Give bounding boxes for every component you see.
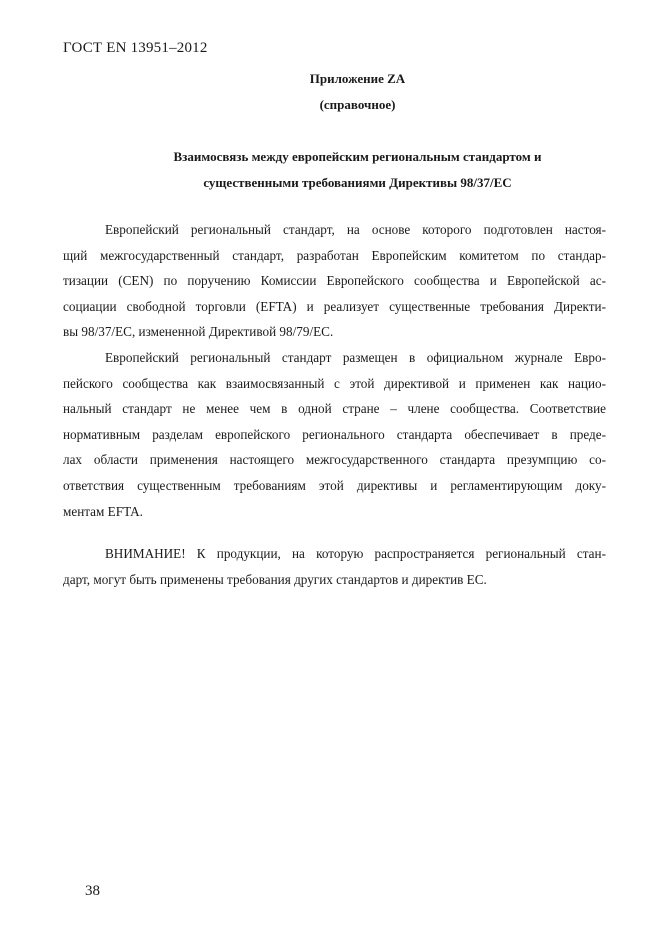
appendix-title: Приложение ZA (309, 71, 406, 86)
text-line: нальный стандарт не менее чем в одной стране – члене сообщества. Соответствие (63, 401, 606, 417)
text-line: ментам EFTA. (63, 503, 143, 519)
text-line: щий межгосударственный стандарт, разработан Европейским комитетом по стандар- (63, 247, 606, 263)
text-line: социации свободной торговли (EFTA) и реализует существенные требования Директи- (63, 298, 606, 314)
warning-note (63, 541, 606, 592)
paragraph-official-journal (63, 345, 606, 524)
paragraph-regional-standard (63, 217, 606, 345)
appendix-subtitle: (справочное) (319, 97, 396, 112)
document-code: ГОСТ EN 13951–2012 (63, 40, 208, 56)
text-line: ВНИМАНИЕ! К продукции, на которую распространяется региональный стан- (105, 546, 606, 561)
text-line: Европейский региональный стандарт размещен в официальном журнале Евро- (105, 349, 606, 365)
text-line: пейского сообщества как взаимосвязанный с этой директивой и применен как нацио- (63, 375, 606, 391)
section-heading-line-1: Взаимосвязь между европейским региональным стандартом и (173, 149, 542, 164)
text-line: лах области применения настоящего межгосударственного стандарта презумпцию со- (63, 452, 606, 468)
text-line: нормативным разделам европейского регионального стандарта обеспечивает в преде- (63, 426, 606, 442)
page-number: 38 (85, 883, 100, 899)
body-text (63, 217, 606, 524)
text-line: тизации (CEN) по поручению Комиссии Европейского сообщества и Европейской ас- (63, 273, 606, 289)
text-line: ответствия существенным требованиям этой директивы и регламентирующим доку- (63, 477, 606, 493)
text-line: Европейский региональный стандарт, на основе которого подготовлен настоя- (105, 222, 606, 237)
text-line: дарт, могут быть применены требования других стандартов и директив ЕС. (63, 571, 487, 587)
text-line: вы 98/37/ЕС, измененной Директивой 98/79/ЕС. (63, 324, 334, 340)
section-heading-line-2: существенными требованиями Директивы 98/37/ЕС (203, 175, 512, 190)
